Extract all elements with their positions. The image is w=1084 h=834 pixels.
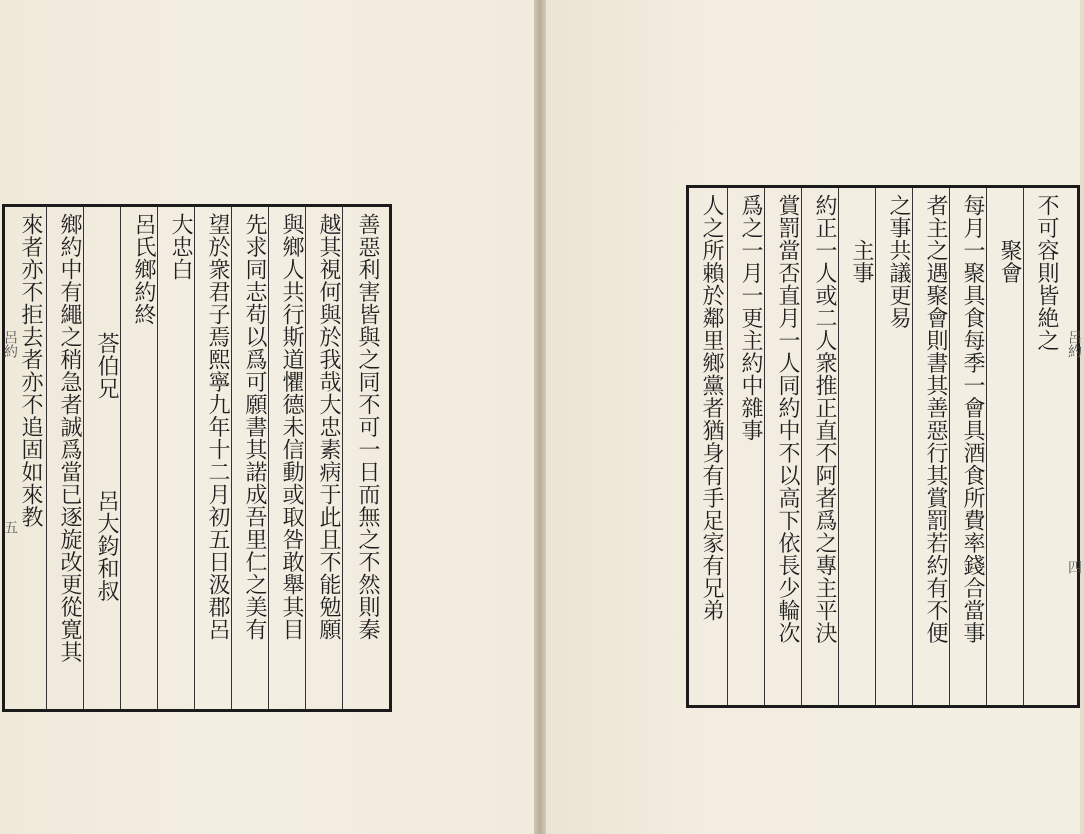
right-column-4: 者主之遇聚會則書其善惡行其賞罰若約有不便 — [923, 194, 948, 644]
right-text-frame — [686, 185, 1080, 708]
right-column-9: 爲之一月一更主約中雜事 — [738, 194, 763, 442]
left-column-3: 與鄉人共行斯道懼德未信動或取咎敢舉其目 — [279, 213, 304, 641]
left-column-10: 來者亦不拒去者亦不追固如來教 — [18, 213, 43, 528]
left-column-5: 望於衆君子焉熙寧九年十二月初五日汲郡呂 — [205, 213, 230, 641]
left-column-8: 荅伯兄 呂大鈞和叔 — [94, 287, 119, 602]
left-page-number: 五 — [2, 520, 18, 534]
book-gutter — [534, 0, 546, 834]
left-column-2: 越其視何與於我哉大忠素病于此且不能勉願 — [316, 213, 341, 641]
right-column-3: 每月一聚具食每季一會具酒食所費率錢合當事 — [960, 194, 985, 644]
left-column-1: 善惡利害皆與之同不可一日而無之不然則秦 — [355, 213, 380, 641]
right-column-8: 賞罰當否直月一人同約中不以高下依長少輪次 — [775, 194, 800, 644]
left-page — [0, 0, 534, 834]
left-column-9: 鄉約中有繩之稍急者誠爲當已逐旋改更從寛其 — [57, 213, 82, 663]
right-column-2: 聚會 — [997, 194, 1022, 284]
right-page-number: 四 — [1066, 560, 1082, 574]
left-column-6: 大忠白 — [168, 213, 193, 281]
right-column-5: 之事共議更易 — [886, 194, 911, 329]
right-page — [546, 0, 1080, 834]
right-column-1: 不可容則皆絶之 — [1034, 194, 1059, 352]
left-text-frame — [2, 204, 392, 712]
right-column-10: 人之所賴於鄰里鄉黨者猶身有手足家有兄弟 — [699, 194, 724, 622]
right-page-edge-label: 呂約 — [1066, 330, 1082, 358]
right-column-7: 約正一人或二人衆推正直不阿者爲之專主平決 — [812, 194, 837, 644]
left-column-4: 先求同志苟以爲可願書其諾成吾里仁之美有 — [242, 213, 267, 641]
right-column-6: 主事 — [849, 194, 874, 284]
left-page-edge-label: 呂約 — [2, 330, 18, 358]
left-column-7: 呂氏鄉約終 — [131, 213, 156, 326]
